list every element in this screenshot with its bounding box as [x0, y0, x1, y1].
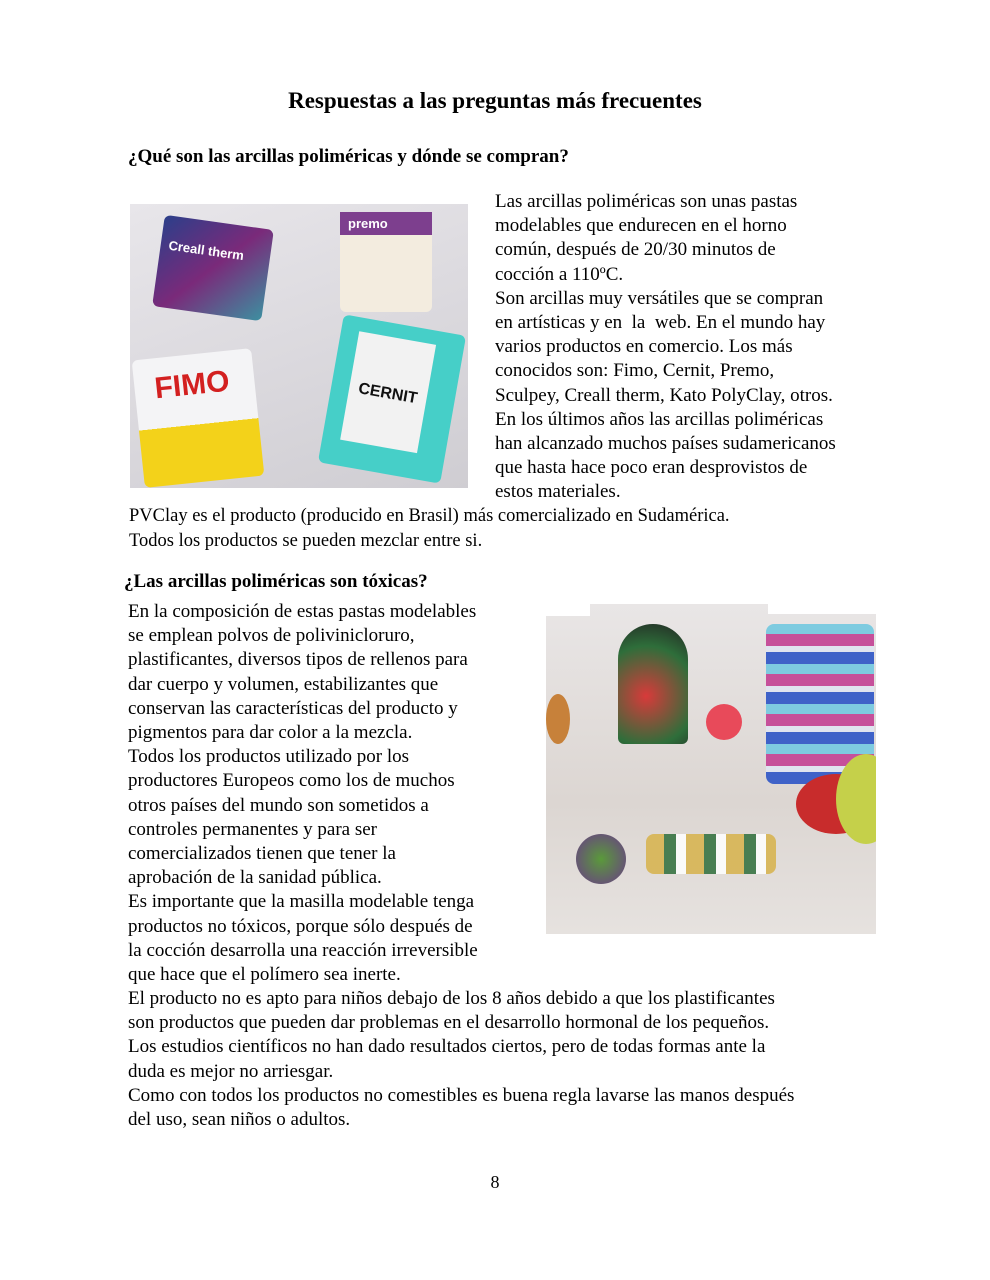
clay-packages-photo	[130, 204, 468, 488]
section2-footer-text	[128, 987, 794, 1132]
text-line: conocidos son: Fimo, Cernit, Premo,	[495, 360, 775, 382]
section1-footer-text	[129, 504, 730, 554]
cernit-package	[318, 314, 466, 483]
text-line: En los últimos años las arcillas poliméricas	[495, 408, 824, 430]
text-line: se emplean polvos de polivinicloruro,	[128, 625, 415, 647]
package-label: CERNIT	[340, 331, 436, 453]
page-number: 8	[490, 1172, 500, 1192]
package-label: premo	[340, 212, 432, 235]
text-line: Todos los productos utilizado por los	[128, 746, 410, 768]
text-line: productores Europeos como los de muchos	[128, 770, 455, 792]
text-line: En la composición de estas pastas modelables	[128, 601, 477, 622]
text-line: del uso, sean niños o adultos.	[128, 1109, 351, 1131]
page-title: Respuestas a las preguntas más frecuentes	[288, 88, 702, 113]
premo-package	[340, 212, 432, 312]
section1-heading: ¿Qué son las arcillas poliméricas y dónde se compran?	[128, 146, 569, 167]
text-line: aprobación de la sanidad pública.	[128, 867, 382, 889]
text-line: conservan las características del producto y	[128, 697, 458, 719]
text-line: productos no tóxicos, porque sólo después de	[128, 915, 473, 937]
text-line: controles permanentes y para ser	[128, 818, 378, 840]
polymer-clay-crafts-photo	[546, 604, 876, 934]
text-line: cocción a 110ºC.	[495, 263, 624, 285]
text-line: que hace que el polímero sea inerte.	[128, 964, 401, 986]
text-line: que hasta hace poco eran desprovistos de	[495, 457, 808, 479]
section1-text	[495, 190, 836, 505]
vase	[546, 694, 570, 744]
package-label: Creall therm	[167, 237, 245, 264]
rose-bead	[706, 704, 742, 740]
swirl-bead	[576, 834, 626, 884]
text-line: Es importante que la masilla modelable tenga	[128, 891, 475, 913]
text-line: Sculpey, Creall therm, Kato PolyClay, otros.	[495, 384, 833, 406]
text-line: duda es mejor no arriesgar.	[128, 1060, 334, 1082]
text-line: Las arcillas poliméricas son unas pastas	[495, 191, 798, 212]
text-line: Los estudios científicos no han dado resultados ciertos, pero de todas formas ante la	[128, 1036, 766, 1058]
text-line: común, después de 20/30 minutos de	[495, 239, 776, 261]
text-line: otros países del mundo son sometidos a	[128, 794, 429, 816]
package-label: FIMO	[152, 364, 232, 406]
text-line: comercializados tienen que tener la	[128, 843, 396, 865]
section2-text	[128, 600, 478, 987]
text-line: El producto no es apto para niños debajo de los 8 años debido a que los plastificantes	[128, 988, 775, 1009]
text-line: en artísticas y en la web. En el mundo hay	[495, 312, 826, 334]
text-line: la cocción desarrolla una reacción irreversible	[128, 939, 478, 961]
text-line: Son arcillas muy versátiles que se compran	[495, 287, 824, 309]
fimo-package	[132, 348, 265, 488]
text-line: PVClay es el producto (producido en Brasil) más comercializado en Sudamérica.	[129, 506, 730, 526]
text-line: varios productos en comercio. Los más	[495, 336, 793, 358]
text-line: han alcanzado muchos países sudamericanos	[495, 433, 836, 455]
text-line: modelables que endurecen en el horno	[495, 215, 787, 237]
text-line: Todos los productos se pueden mezclar entre si.	[129, 531, 483, 551]
decorated-bell	[618, 624, 688, 744]
text-line: plastificantes, diversos tipos de rellenos para	[128, 649, 468, 671]
text-line: estos materiales.	[495, 481, 621, 503]
cane-slices	[646, 834, 776, 874]
text-line: son productos que pueden dar problemas en el desarrollo hormonal de los pequeños.	[128, 1012, 770, 1034]
text-line: Como con todos los productos no comestibles es buena regla lavarse las manos después	[128, 1084, 795, 1106]
text-line: dar cuerpo y volumen, estabilizantes que	[128, 673, 439, 695]
text-line: pigmentos para dar color a la mezcla.	[128, 722, 413, 744]
section2-heading: ¿Las arcillas poliméricas son tóxicas?	[124, 571, 428, 592]
creall-therm-package	[152, 215, 274, 321]
